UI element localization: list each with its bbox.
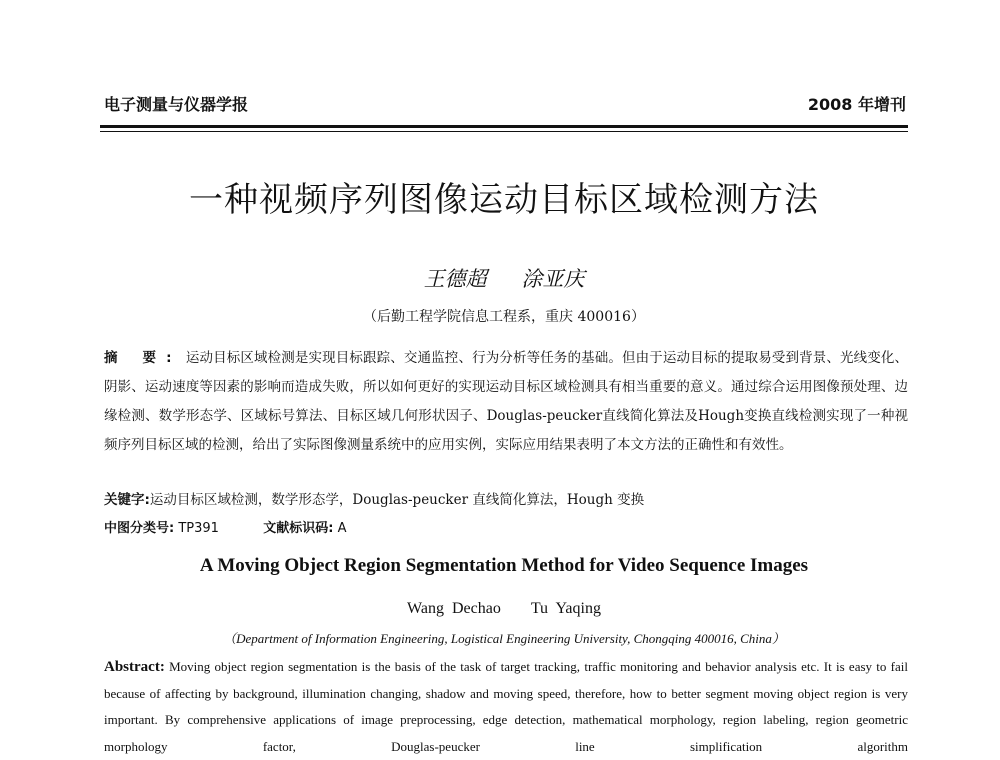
affiliation-english: （Department of Information Engineering, Logistical Engineering University, Chongqing 400016, China） — [223, 631, 785, 646]
authors-english — [100, 600, 908, 618]
keywords-chinese-label: 关键字: — [104, 492, 150, 508]
abstract-english-text: Moving object region segmentation is the basis of the task of target tracking, traffic monitoring and behavior analysis etc. It is easy to fail because of affecting by background, illumination changing, shadow and moving speed, therefore, how to better segment moving object region is very important. By comprehensive applications of image preprocessing, edge detection, mathematical morphology, region labeling, region geometric morphology factor, Douglas-peucker line simplification algorithm — [104, 659, 909, 754]
authors-chinese: 王德超 涂亚庆 — [423, 267, 585, 291]
abstract-english-label: Abstract: — [104, 659, 165, 675]
journal-name: 电子测量与仪器学报 — [104, 95, 249, 114]
running-header — [104, 92, 906, 116]
affiliation-chinese: （后勤工程学院信息工程系，重庆 400016） — [363, 309, 645, 325]
paper-title-english: A Moving Object Region Segmentation Method for Video Sequence Images — [199, 555, 809, 576]
doc-code-value: A — [337, 521, 347, 536]
abstract-chinese-text: 运动目标区域检测是实现目标跟踪、交通监控、行为分析等任务的基础。但由于运动目标的提取易受到背景、光线变化、阴影、运动速度等因素的影响而造成失败，所以如何更好的实现运动目标区域检测具有相当重要的意义。通过综合运用图像预处理、边缘检测、数学形态学、区域标号算法、目标区域几何形状因子、Douglas-peucker直线简化算法及Hough变换直线检测实现了一种视频序列目标区域的检测，给出了实际图像测量系统中的应用实例，实际应用结果表明了本文方法的正确性和有效性。 — [104, 350, 908, 453]
clc-value: TP391 — [178, 521, 219, 536]
keywords-chinese — [104, 488, 908, 508]
author-1-english: Wang Dechao — [407, 600, 501, 617]
author-2-english: Tu Yaqing — [530, 600, 601, 617]
keywords-chinese-text: 运动目标区域检测，数学形态学，Douglas-peucker 直线简化算法，Hough 变换 — [149, 492, 645, 508]
paper-title-chinese: 一种视频序列图像运动目标区域检测方法 — [189, 180, 819, 220]
abstract-chinese-label: 摘 要: — [104, 350, 182, 366]
journal-issue: 2008 年增刊 — [807, 95, 906, 114]
abstract-english — [104, 654, 908, 760]
header-rule-thin — [100, 131, 908, 132]
header-rule-thick — [100, 125, 908, 128]
doc-code-label: 文献标识码: — [263, 521, 334, 536]
clc-label: 中图分类号: — [104, 521, 175, 536]
classification-line — [104, 517, 908, 536]
abstract-chinese — [104, 344, 908, 460]
